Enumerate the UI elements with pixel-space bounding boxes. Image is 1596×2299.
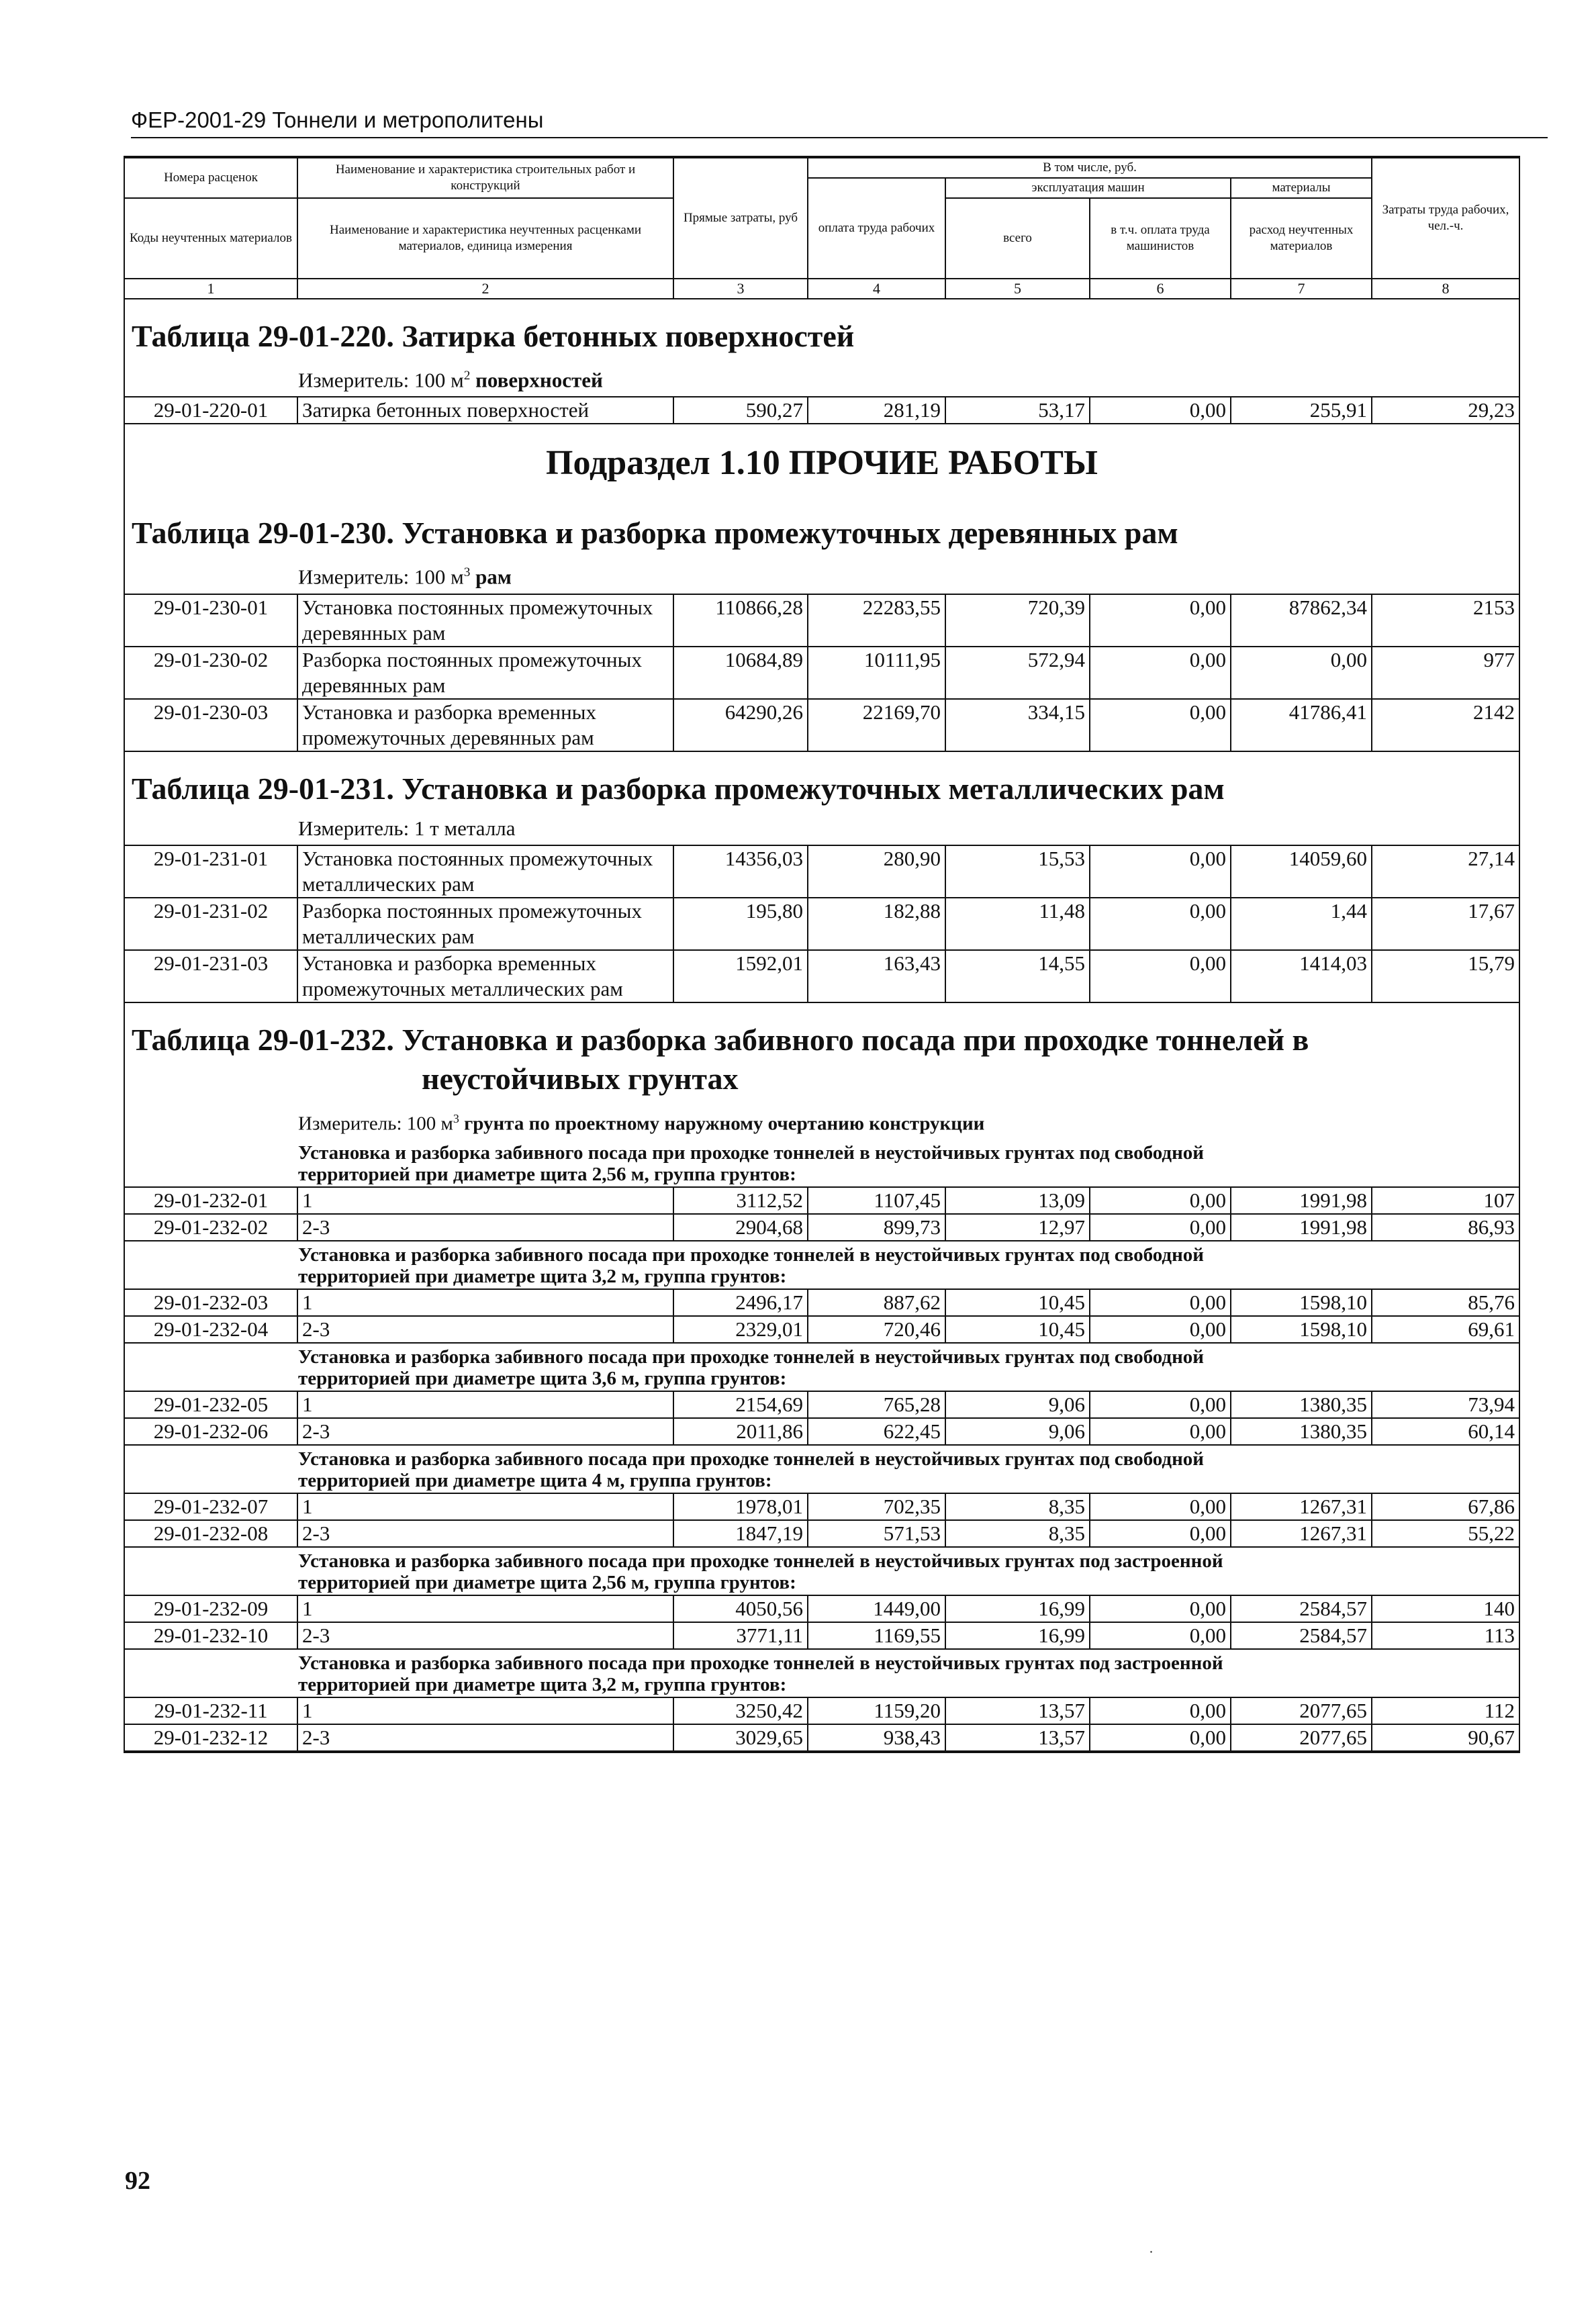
- machines-total: 8,35: [945, 1493, 1090, 1520]
- operator-wages: 0,00: [1090, 1316, 1231, 1343]
- machines-total: 13,57: [945, 1724, 1090, 1751]
- material-use: 2077,65: [1231, 1697, 1372, 1724]
- table-row: [125, 647, 1519, 699]
- machines-total: 572,94: [945, 647, 1090, 699]
- unit-line: Измеритель: 100 $м^3$ рам: [298, 565, 512, 589]
- machines-total: 9,06: [945, 1418, 1090, 1445]
- col-header-codes: Коды неучтенных материалов: [125, 198, 297, 279]
- machines-total: 11,48: [945, 898, 1090, 950]
- direct-costs: 2154,69: [673, 1391, 808, 1418]
- rate-code: 29-01-232-09: [125, 1595, 297, 1622]
- labor-hours: 17,67: [1372, 898, 1519, 950]
- material-use: 1267,31: [1231, 1493, 1372, 1520]
- wages: 1449,00: [808, 1595, 945, 1622]
- rate-code: 29-01-231-02: [125, 898, 297, 950]
- col-index-3: 3: [673, 279, 808, 299]
- soil-group: 1: [297, 1391, 673, 1418]
- table-row: [125, 1493, 1519, 1520]
- operator-wages: 0,00: [1090, 1289, 1231, 1316]
- group-heading: [125, 1241, 1519, 1289]
- group-heading-text: [125, 1139, 1519, 1187]
- operator-wages: 0,00: [1090, 699, 1231, 751]
- wages: 720,46: [808, 1316, 945, 1343]
- table-row: [125, 1316, 1519, 1343]
- table-29-01-220: [125, 299, 1519, 397]
- table-title: Таблица 29-01-220. Затирка бетонных поверхностей: [132, 319, 855, 353]
- unit-line: Измеритель: 1 т металла: [298, 816, 516, 840]
- labor-hours: 29,23: [1372, 397, 1519, 424]
- rate-code: 29-01-232-02: [125, 1214, 297, 1241]
- price-table-frame: [124, 156, 1520, 1753]
- price-table: [125, 157, 1519, 1752]
- operator-wages: 0,00: [1090, 647, 1231, 699]
- material-use: 1598,10: [1231, 1316, 1372, 1343]
- machines-total: 14,55: [945, 950, 1090, 1002]
- scan-speck: .: [1149, 2241, 1153, 2256]
- wages: 1159,20: [808, 1697, 945, 1724]
- operator-wages: 0,00: [1090, 950, 1231, 1002]
- labor-hours: 85,76: [1372, 1289, 1519, 1316]
- col-index-5: 5: [945, 279, 1090, 299]
- machines-total: 13,57: [945, 1697, 1090, 1724]
- rate-code: 29-01-232-04: [125, 1316, 297, 1343]
- material-use: 41786,41: [1231, 699, 1372, 751]
- subsection: [125, 424, 1519, 496]
- material-use: 255,91: [1231, 397, 1372, 424]
- col-header-wages: оплата труда рабочих: [808, 178, 945, 279]
- work-name: Установка постоянных промежуточных металлических рам: [297, 845, 673, 898]
- soil-group: 2-3: [297, 1724, 673, 1751]
- col-index-8: 8: [1372, 279, 1519, 299]
- material-use: 1380,35: [1231, 1391, 1372, 1418]
- rate-code: 29-01-232-05: [125, 1391, 297, 1418]
- group-heading-text: [125, 1241, 1519, 1289]
- rows-231: [125, 845, 1519, 1002]
- machines-total: 8,35: [945, 1520, 1090, 1547]
- work-name: Установка и разборка временных промежуточных металлических рам: [297, 950, 673, 1002]
- direct-costs: 4050,56: [673, 1595, 808, 1622]
- wages: 182,88: [808, 898, 945, 950]
- material-use: 1598,10: [1231, 1289, 1372, 1316]
- direct-costs: 3112,52: [673, 1187, 808, 1214]
- material-use: 2077,65: [1231, 1724, 1372, 1751]
- table-row: [125, 1724, 1519, 1751]
- wages: 10111,95: [808, 647, 945, 699]
- rows-220: [125, 397, 1519, 424]
- group-heading: [125, 1649, 1519, 1697]
- direct-costs: 1978,01: [673, 1493, 808, 1520]
- material-use: 1380,35: [1231, 1418, 1372, 1445]
- operator-wages: 0,00: [1090, 898, 1231, 950]
- soil-group: 2-3: [297, 1520, 673, 1547]
- rate-code: 29-01-232-03: [125, 1289, 297, 1316]
- operator-wages: 0,00: [1090, 1418, 1231, 1445]
- machines-total: 53,17: [945, 397, 1090, 424]
- operator-wages: 0,00: [1090, 1493, 1231, 1520]
- operator-wages: 0,00: [1090, 1697, 1231, 1724]
- labor-hours: 140: [1372, 1595, 1519, 1622]
- col-header-machines-total: всего: [945, 198, 1090, 279]
- group-heading-text: [125, 1547, 1519, 1595]
- group-heading-line: Установка и разборка забивного посада при проходке тоннелей в неустойчивых грунтах под свободной: [298, 1244, 1204, 1266]
- direct-costs: 3771,11: [673, 1622, 808, 1649]
- operator-wages: 0,00: [1090, 1622, 1231, 1649]
- col-header-work-name: Наименование и характеристика строительных работ и конструкций: [297, 158, 673, 198]
- table-row: [125, 699, 1519, 751]
- operator-wages: 0,00: [1090, 845, 1231, 898]
- column-header: [125, 158, 1519, 299]
- table-row: [125, 1418, 1519, 1445]
- col-header-machines: эксплуатация машин: [945, 178, 1231, 198]
- rate-code: 29-01-232-10: [125, 1622, 297, 1649]
- table-29-01-232: [125, 1002, 1519, 1140]
- table-row: [125, 845, 1519, 898]
- group-heading-line: Установка и разборка забивного посада при проходке тоннелей в неустойчивых грунтах под свободной: [298, 1346, 1204, 1368]
- work-name: Установка постоянных промежуточных деревянных рам: [297, 594, 673, 647]
- material-use: 1267,31: [1231, 1520, 1372, 1547]
- machines-total: 12,97: [945, 1214, 1090, 1241]
- col-header-labor: Затраты труда рабочих, чел.-ч.: [1372, 158, 1519, 279]
- labor-hours: 113: [1372, 1622, 1519, 1649]
- labor-hours: 2142: [1372, 699, 1519, 751]
- labor-hours: 67,86: [1372, 1493, 1519, 1520]
- labor-hours: 15,79: [1372, 950, 1519, 1002]
- table-row: [125, 1622, 1519, 1649]
- direct-costs: 1847,19: [673, 1520, 808, 1547]
- direct-costs: 64290,26: [673, 699, 808, 751]
- labor-hours: 86,93: [1372, 1214, 1519, 1241]
- labor-hours: 69,61: [1372, 1316, 1519, 1343]
- operator-wages: 0,00: [1090, 1391, 1231, 1418]
- wages: 765,28: [808, 1391, 945, 1418]
- soil-group: 2-3: [297, 1316, 673, 1343]
- col-index-7: 7: [1231, 279, 1372, 299]
- table-title: Таблица 29-01-231. Установка и разборка промежуточных металлических рам: [132, 771, 1225, 806]
- wages: 22169,70: [808, 699, 945, 751]
- group-heading: [125, 1139, 1519, 1187]
- rows-232: [125, 1139, 1519, 1751]
- direct-costs: 2329,01: [673, 1316, 808, 1343]
- work-name: Разборка постоянных промежуточных деревянных рам: [297, 647, 673, 699]
- soil-group: 1: [297, 1493, 673, 1520]
- table-row: [125, 1595, 1519, 1622]
- table-row: [125, 1391, 1519, 1418]
- group-heading: [125, 1547, 1519, 1595]
- running-header: ФЕР-2001-29 Тоннели и метрополитены: [131, 107, 1548, 138]
- work-name: Установка и разборка временных промежуточных деревянных рам: [297, 699, 673, 751]
- labor-hours: 2153: [1372, 594, 1519, 647]
- labor-hours: 55,22: [1372, 1520, 1519, 1547]
- group-heading-line: территорией при диаметре щита 2,56 м, группа грунтов:: [298, 1164, 796, 1186]
- group-heading-line: территорией при диаметре щита 3,2 м, группа грунтов:: [298, 1674, 787, 1696]
- table-row: [125, 950, 1519, 1002]
- machines-total: 16,99: [945, 1595, 1090, 1622]
- table-row: [125, 1520, 1519, 1547]
- table-title: Таблица 29-01-230. Установка и разборка промежуточных деревянных рам: [132, 516, 1178, 551]
- direct-costs: 2904,68: [673, 1214, 808, 1241]
- group-heading-line: территорией при диаметре щита 4 м, группа грунтов:: [298, 1470, 772, 1492]
- labor-hours: 977: [1372, 647, 1519, 699]
- wages: 163,43: [808, 950, 945, 1002]
- page-number: 92: [125, 2167, 150, 2195]
- machines-total: 9,06: [945, 1391, 1090, 1418]
- material-use: 14059,60: [1231, 845, 1372, 898]
- group-heading: [125, 1343, 1519, 1391]
- group-heading-line: Установка и разборка забивного посада при проходке тоннелей в неустойчивых грунтах под свободной: [298, 1142, 1204, 1164]
- wages: 281,19: [808, 397, 945, 424]
- rate-code: 29-01-232-06: [125, 1418, 297, 1445]
- table-row: [125, 594, 1519, 647]
- table-row: [125, 1289, 1519, 1316]
- unit-line: Измеритель: 100 $м^2$ поверхностей: [298, 368, 603, 392]
- material-use: 2584,57: [1231, 1595, 1372, 1622]
- material-use: 87862,34: [1231, 594, 1372, 647]
- material-use: 1414,03: [1231, 950, 1372, 1002]
- machines-total: 334,15: [945, 699, 1090, 751]
- operator-wages: 0,00: [1090, 1520, 1231, 1547]
- machines-total: 16,99: [945, 1622, 1090, 1649]
- operator-wages: 0,00: [1090, 1595, 1231, 1622]
- material-use: 0,00: [1231, 647, 1372, 699]
- wages: 702,35: [808, 1493, 945, 1520]
- rows-230: [125, 594, 1519, 751]
- table-row: [125, 1697, 1519, 1724]
- table-29-01-231: [125, 751, 1519, 845]
- soil-group: 1: [297, 1289, 673, 1316]
- operator-wages: 0,00: [1090, 397, 1231, 424]
- rate-code: 29-01-232-01: [125, 1187, 297, 1214]
- labor-hours: 107: [1372, 1187, 1519, 1214]
- table-row: [125, 898, 1519, 950]
- table-row: [125, 1214, 1519, 1241]
- rate-code: 29-01-230-03: [125, 699, 297, 751]
- wages: 280,90: [808, 845, 945, 898]
- group-heading-line: территорией при диаметре щита 2,56 м, группа грунтов:: [298, 1572, 796, 1594]
- group-heading-text: [125, 1445, 1519, 1493]
- col-header-operator-wages: в т.ч. оплата труда машинистов: [1090, 198, 1231, 279]
- work-name: Затирка бетонных поверхностей: [297, 397, 673, 424]
- machines-total: 13,09: [945, 1187, 1090, 1214]
- operator-wages: 0,00: [1090, 1214, 1231, 1241]
- rate-code: 29-01-231-01: [125, 845, 297, 898]
- direct-costs: 590,27: [673, 397, 808, 424]
- direct-costs: 3029,65: [673, 1724, 808, 1751]
- machines-total: 15,53: [945, 845, 1090, 898]
- table-title: Таблица 29-01-232. Установка и разборка забивного посада при проходке тоннелей в неустойчивых грунтах: [132, 1022, 1309, 1096]
- operator-wages: 0,00: [1090, 1187, 1231, 1214]
- group-heading-line: территорией при диаметре щита 3,2 м, группа грунтов:: [298, 1266, 787, 1288]
- col-header-material-use: расход неучтенных материалов: [1231, 198, 1372, 279]
- rate-code: 29-01-232-07: [125, 1493, 297, 1520]
- unit-line: Измеритель: 100 $м^3$ грунта по проектному наружному очертанию конструкции: [298, 1111, 985, 1135]
- labor-hours: 27,14: [1372, 845, 1519, 898]
- direct-costs: 14356,03: [673, 845, 808, 898]
- rate-code: 29-01-232-08: [125, 1520, 297, 1547]
- rate-code: 29-01-220-01: [125, 397, 297, 424]
- rate-code: 29-01-231-03: [125, 950, 297, 1002]
- group-heading-line: Установка и разборка забивного посада при проходке тоннелей в неустойчивых грунтах под свободной: [298, 1448, 1204, 1470]
- rate-code: 29-01-230-02: [125, 647, 297, 699]
- wages: 22283,55: [808, 594, 945, 647]
- group-heading-line: Установка и разборка забивного посада при проходке тоннелей в неустойчивых грунтах под застроенной: [298, 1652, 1223, 1675]
- machines-total: 10,45: [945, 1316, 1090, 1343]
- col-header-materials: материалы: [1231, 178, 1372, 198]
- col-index-2: 2: [297, 279, 673, 299]
- col-header-including: В том числе, руб.: [808, 158, 1372, 178]
- rate-code: 29-01-232-11: [125, 1697, 297, 1724]
- wages: 887,62: [808, 1289, 945, 1316]
- material-use: 1,44: [1231, 898, 1372, 950]
- table-row: [125, 397, 1519, 424]
- wages: 1107,45: [808, 1187, 945, 1214]
- group-heading-text: [125, 1343, 1519, 1391]
- group-heading-line: территорией при диаметре щита 3,6 м, группа грунтов:: [298, 1368, 787, 1390]
- col-index-4: 4: [808, 279, 945, 299]
- labor-hours: 112: [1372, 1697, 1519, 1724]
- col-header-material-name: Наименование и характеристика неучтенных расценками материалов, единица измерения: [297, 198, 673, 279]
- group-heading-text: [125, 1649, 1519, 1697]
- operator-wages: 0,00: [1090, 594, 1231, 647]
- direct-costs: 2496,17: [673, 1289, 808, 1316]
- labor-hours: 60,14: [1372, 1418, 1519, 1445]
- material-use: 1991,98: [1231, 1187, 1372, 1214]
- group-heading-line: Установка и разборка забивного посада при проходке тоннелей в неустойчивых грунтах под застроенной: [298, 1550, 1223, 1573]
- machines-total: 720,39: [945, 594, 1090, 647]
- table-row: [125, 1187, 1519, 1214]
- col-index-1: 1: [125, 279, 297, 299]
- material-use: 1991,98: [1231, 1214, 1372, 1241]
- soil-group: 2-3: [297, 1418, 673, 1445]
- soil-group: 2-3: [297, 1214, 673, 1241]
- rate-code: 29-01-232-12: [125, 1724, 297, 1751]
- labor-hours: 90,67: [1372, 1724, 1519, 1751]
- col-header-direct-costs: Прямые затраты, руб: [673, 158, 808, 279]
- labor-hours: 73,94: [1372, 1391, 1519, 1418]
- wages: 571,53: [808, 1520, 945, 1547]
- soil-group: 1: [297, 1595, 673, 1622]
- soil-group: 1: [297, 1697, 673, 1724]
- work-name: Разборка постоянных промежуточных металлических рам: [297, 898, 673, 950]
- subsection-title: Подраздел 1.10 ПРОЧИЕ РАБОТЫ: [546, 444, 1098, 483]
- direct-costs: 10684,89: [673, 647, 808, 699]
- operator-wages: 0,00: [1090, 1724, 1231, 1751]
- direct-costs: 110866,28: [673, 594, 808, 647]
- col-index-6: 6: [1090, 279, 1231, 299]
- direct-costs: 2011,86: [673, 1418, 808, 1445]
- rate-code: 29-01-230-01: [125, 594, 297, 647]
- wages: 622,45: [808, 1418, 945, 1445]
- table-29-01-230: [125, 496, 1519, 594]
- group-heading: [125, 1445, 1519, 1493]
- col-header-numbers: Номера расценок: [125, 158, 297, 198]
- machines-total: 10,45: [945, 1289, 1090, 1316]
- direct-costs: 3250,42: [673, 1697, 808, 1724]
- direct-costs: 1592,01: [673, 950, 808, 1002]
- direct-costs: 195,80: [673, 898, 808, 950]
- wages: 938,43: [808, 1724, 945, 1751]
- wages: 1169,55: [808, 1622, 945, 1649]
- wages: 899,73: [808, 1214, 945, 1241]
- soil-group: 2-3: [297, 1622, 673, 1649]
- soil-group: 1: [297, 1187, 673, 1214]
- material-use: 2584,57: [1231, 1622, 1372, 1649]
